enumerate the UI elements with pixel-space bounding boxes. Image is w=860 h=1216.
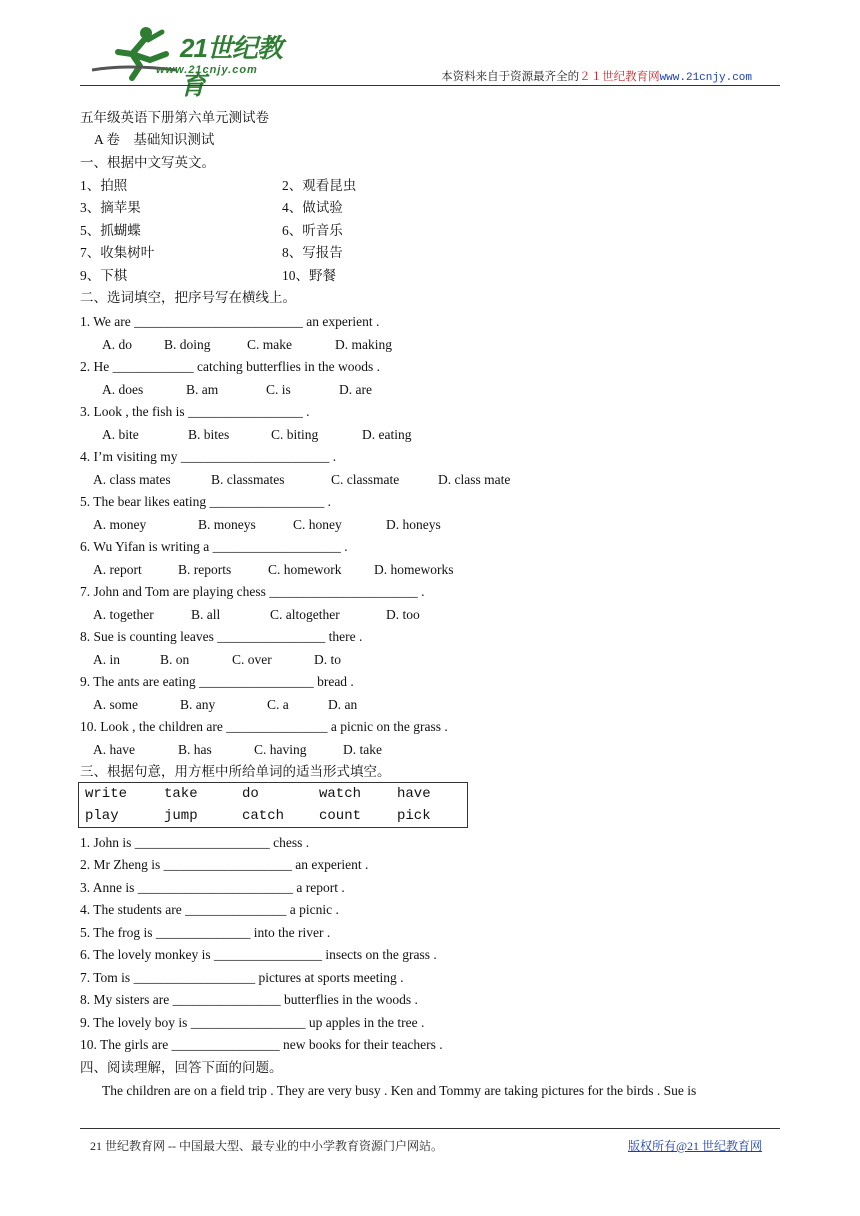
mc-option: D. are	[339, 382, 372, 397]
vocab-row	[80, 176, 480, 198]
word-box-item: watch	[319, 786, 362, 802]
doc-title: 五年级英语下册第六单元测试卷	[80, 110, 269, 125]
mc-question: 5. The bear likes eating _________________ .	[80, 494, 331, 509]
mc-option: B. doing	[164, 337, 211, 352]
vocab-item: 8、写报告	[282, 245, 343, 260]
vocab-row	[80, 221, 480, 243]
page-header	[80, 18, 780, 100]
mc-option: A. class mates	[93, 472, 171, 487]
mc-options	[80, 605, 680, 627]
fill-sentence: 5. The frog is ______________ into the river .	[80, 925, 331, 940]
mc-option: D. class mate	[438, 472, 511, 487]
mc-option: C. make	[247, 337, 292, 352]
vocab-item: 2、观看昆虫	[282, 178, 357, 193]
header-note-prefix: 本资料来自于资源最齐全的	[441, 71, 580, 83]
vocab-item: 5、抓蝴蝶	[80, 223, 141, 238]
header-note-url[interactable]: www.21cnjy.com	[659, 72, 752, 84]
mc-option: C. honey	[293, 517, 342, 532]
mc-question: 4. I’m visiting my ______________________ .	[80, 449, 337, 464]
mc-option: D. homeworks	[374, 562, 454, 577]
mc-options	[80, 650, 680, 672]
header-note	[441, 68, 752, 84]
mc-option: D. to	[314, 652, 341, 667]
word-box-item: have	[397, 786, 431, 802]
fill-sentence: 4. The students are _______________ a picnic .	[80, 902, 339, 917]
header-note-highlight: ２１世纪教育网	[579, 71, 660, 83]
mc-option: D. take	[343, 742, 382, 757]
footer-copyright-link[interactable]: 版权所有@21 世纪教育网	[628, 1139, 763, 1153]
mc-option: B. has	[178, 742, 212, 757]
vocab-item: 10、野餐	[282, 268, 336, 283]
word-box-item: pick	[397, 808, 431, 824]
mc-options	[80, 560, 680, 582]
word-box-item: catch	[242, 808, 285, 824]
mc-option: D. eating	[362, 427, 412, 442]
mc-option: A. report	[93, 562, 142, 577]
fill-sentence: 9. The lovely boy is _________________ up apples in the tree .	[80, 1015, 425, 1030]
logo-url: www.21cnjy.com	[156, 64, 258, 76]
mc-option: B. moneys	[198, 517, 256, 532]
mc-option: C. altogether	[270, 607, 340, 622]
vocab-item: 3、摘苹果	[80, 200, 141, 215]
fill-sentence: 3. Anne is _______________________ a report .	[80, 880, 345, 895]
reading-passage: The children are on a field trip . They are very busy . Ken and Tommy are taking pictures for the birds . Sue is	[102, 1083, 697, 1098]
mc-option: B. any	[180, 697, 216, 712]
footer-divider	[80, 1128, 780, 1129]
mc-option: A. bite	[102, 427, 139, 442]
mc-option: A. money	[93, 517, 147, 532]
mc-question: 10. Look , the children are _______________ a picnic on the grass .	[80, 719, 448, 734]
mc-options	[80, 425, 680, 447]
word-box	[78, 782, 468, 828]
mc-question: 2. He ____________ catching butterflies in the woods .	[80, 359, 380, 374]
mc-option: B. all	[191, 607, 221, 622]
mc-option: C. having	[254, 742, 307, 757]
mc-option: A. together	[93, 607, 154, 622]
fill-sentence: 2. Mr Zheng is ___________________ an experient .	[80, 857, 369, 872]
mc-question: 1. We are _________________________ an experient .	[80, 314, 380, 329]
mc-option: C. over	[232, 652, 272, 667]
section4-heading: 四、阅读理解，回答下面的问题。	[80, 1060, 283, 1075]
mc-options	[80, 740, 680, 762]
vocab-row	[80, 198, 480, 220]
section1-heading: 一、根据中文写英文。	[80, 155, 215, 170]
footer-text: 21 世纪教育网 -- 中国最大型、最专业的中小学教育资源门户网站。	[90, 1139, 443, 1153]
section3-heading: 三、根据句意，用方框中所给单词的适当形式填空。	[80, 764, 391, 779]
header-divider	[80, 85, 780, 86]
mc-option: A. have	[93, 742, 135, 757]
vocab-item: 1、拍照	[80, 178, 128, 193]
mc-option: C. biting	[271, 427, 319, 442]
word-box-item: do	[242, 786, 259, 802]
mc-option: B. on	[160, 652, 190, 667]
mc-option: B. classmates	[211, 472, 285, 487]
mc-option: A. does	[102, 382, 144, 397]
word-box-item: count	[319, 808, 362, 824]
word-box-item: play	[85, 808, 119, 824]
mc-options	[80, 380, 680, 402]
vocab-item: 9、下棋	[80, 268, 128, 283]
word-box-item: write	[85, 786, 128, 802]
section2-heading: 二、选词填空，把序号写在横线上。	[80, 290, 296, 305]
mc-option: B. reports	[178, 562, 232, 577]
mc-option: C. a	[267, 697, 289, 712]
mc-option: C. is	[266, 382, 291, 397]
mc-option: D. making	[335, 337, 392, 352]
fill-sentence: 1. John is ____________________ chess .	[80, 835, 310, 850]
mc-option: A. do	[102, 337, 132, 352]
word-box-item: take	[164, 786, 198, 802]
mc-question: 8. Sue is counting leaves ________________ there .	[80, 629, 363, 644]
fill-sentence: 7. Tom is __________________ pictures at sports meeting .	[80, 970, 404, 985]
fill-sentence: 8. My sisters are ________________ butterflies in the woods .	[80, 992, 418, 1007]
mc-option: B. bites	[188, 427, 230, 442]
word-box-item: jump	[164, 808, 198, 824]
mc-option: D. honeys	[386, 517, 441, 532]
vocab-row	[80, 243, 480, 265]
vocab-item: 7、收集树叶	[80, 245, 155, 260]
logo-text: 21世纪教育	[180, 33, 282, 100]
logo	[88, 24, 288, 100]
mc-options	[80, 470, 680, 492]
mc-option: C. homework	[268, 562, 342, 577]
fill-sentence: 10. The girls are ________________ new books for their teachers .	[80, 1037, 443, 1052]
mc-question: 3. Look , the fish is _________________ .	[80, 404, 310, 419]
mc-question: 6. Wu Yifan is writing a ___________________ .	[80, 539, 348, 554]
mc-option: A. in	[93, 652, 120, 667]
mc-option: D. too	[386, 607, 420, 622]
mc-options	[80, 695, 680, 717]
vocab-row	[80, 266, 480, 288]
mc-option: D. an	[328, 697, 358, 712]
vocab-item: 4、做试验	[282, 200, 343, 215]
doc-subtitle: A 卷 基础知识测试	[94, 132, 215, 147]
mc-option: C. classmate	[331, 472, 400, 487]
vocab-item: 6、听音乐	[282, 223, 343, 238]
mc-options	[80, 335, 680, 357]
mc-question: 9. The ants are eating _________________ bread .	[80, 674, 354, 689]
fill-sentence: 6. The lovely monkey is ________________ insects on the grass .	[80, 947, 437, 962]
mc-option: A. some	[93, 697, 138, 712]
mc-options	[80, 515, 680, 537]
mc-question: 7. John and Tom are playing chess ______________________ .	[80, 584, 425, 599]
mc-option: B. am	[186, 382, 219, 397]
